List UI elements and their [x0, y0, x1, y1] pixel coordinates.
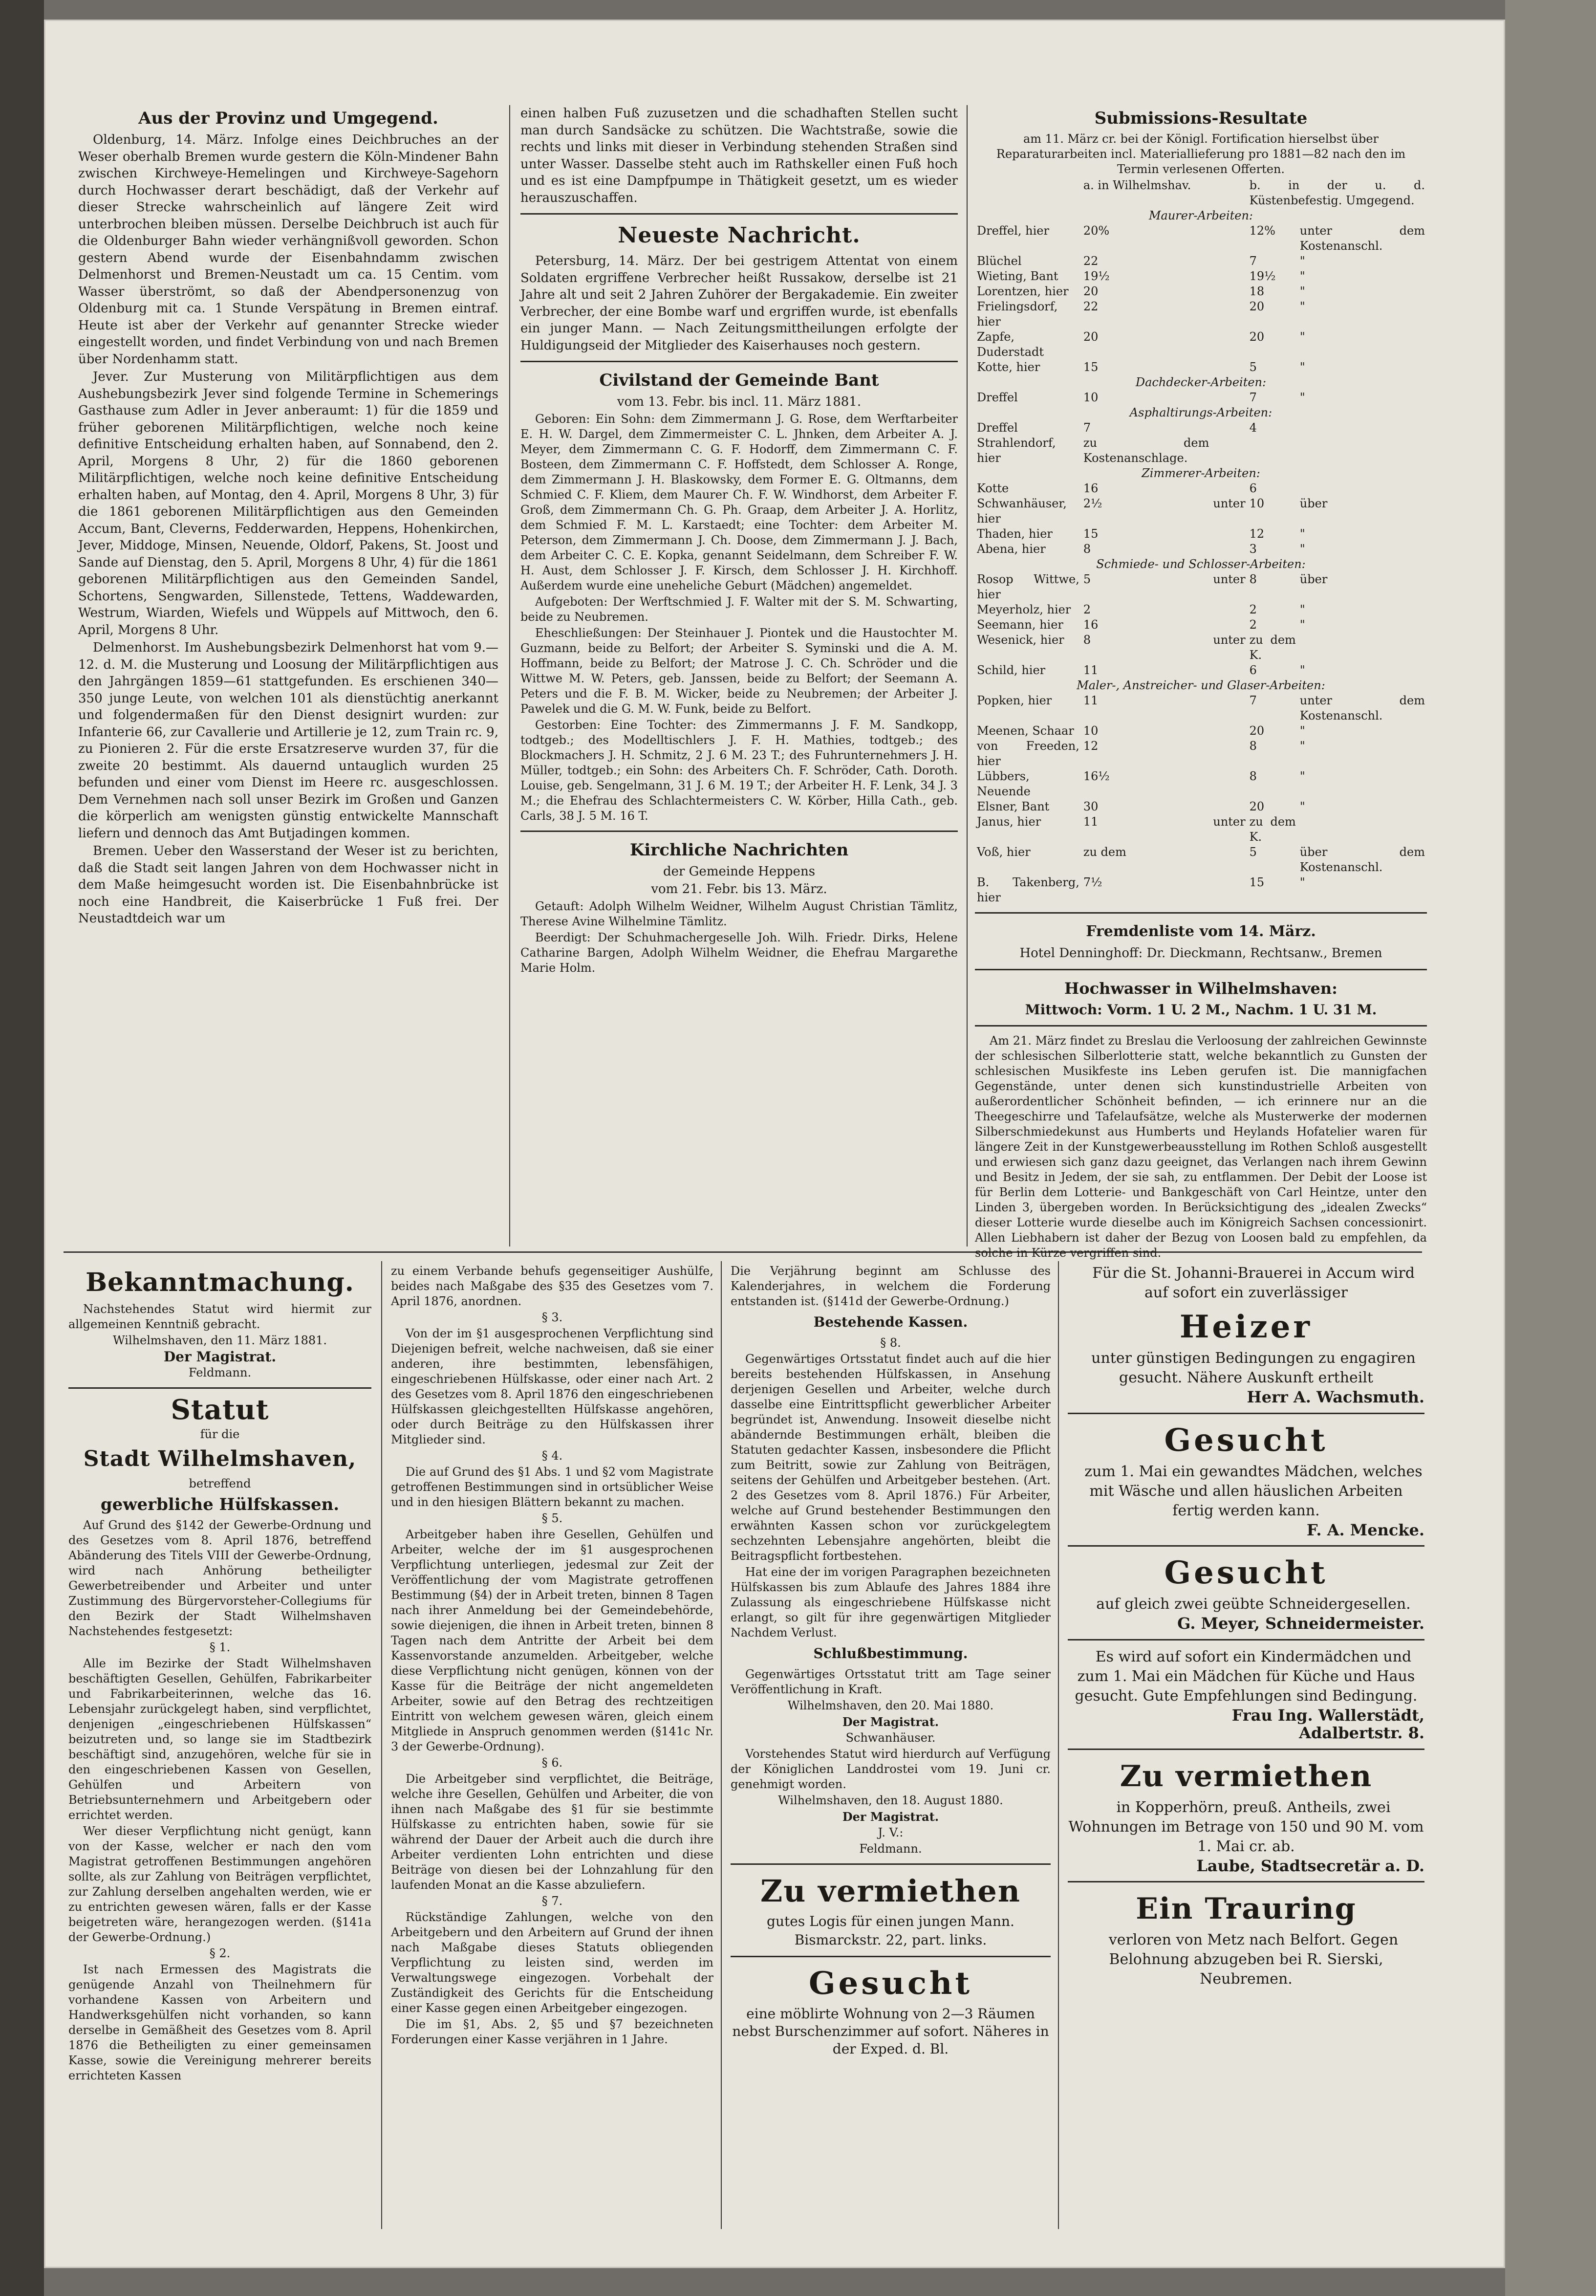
newspaper-page — [44, 20, 1505, 2268]
statute-approval: Vorstehendes Statut wird hierdurch auf Verfügung der Königlichen Landdrostei vom 19. Juni cr. genehmigt worden. — [731, 1747, 1051, 1791]
divider — [975, 1025, 1427, 1027]
bid-cell: 22 — [1083, 254, 1099, 268]
ad-title: Gesucht — [809, 1965, 972, 2002]
bid-row — [975, 496, 1427, 526]
bid-cell: 8 — [1249, 769, 1257, 783]
bid-cell: 5 — [1249, 360, 1257, 374]
statute-subject: gewerbliche Hülfskassen. — [100, 1495, 340, 1514]
section-heading: Neueste Nachricht. — [618, 223, 861, 248]
bid-row — [975, 542, 1427, 557]
bid-cell: Frielingsdorf, hier — [977, 300, 1058, 328]
bid-cell — [1298, 420, 1427, 436]
submissions-table — [975, 178, 1427, 905]
article-oldenburg: Oldenburg, 14. März. Infolge eines Deichbruches an der Weser oberhalb Bremen wurde gestern die Köln-Mindener Bahn zwischen Kirchweye-Hemelingen und Kirchweye-Sagehorn durch Hochwasser derart beschädigt, daß der Verkehr auf dieser Strecke wahrscheinlich auf längere Zeit wird unterbrochen bleiben müssen. Derselbe Deichbruch ist auch für die Oldenburger Bahn wieder verhängnißvoll geworden. Schon gestern Abend wurde der Eisenbahndamm zwischen Delmenhorst und Bremen-Neustadt um ca. 15 Centim. vom Wasser überströmt, so daß der Abendpersonenzug von Oldenburg mit ca. 1 Stunde Verspätung in Bremen eintraf. Heute ist aber der Verkehr auf genannter Strecke wieder eingestellt worden, und findet Verbindung von und nach Bremen über Nordenhamm statt. — [78, 132, 498, 367]
ad-title: Heizer — [1179, 1309, 1313, 1345]
bid-cell: 15 — [1083, 360, 1099, 374]
paragraph-number: § 5. — [541, 1511, 563, 1525]
bid-row — [975, 814, 1427, 845]
bid-cell: " — [1299, 391, 1305, 404]
article-delmenhorst: Delmenhorst. Im Aushebungsbezirk Delmenhorst hat vom 9.—12. d. M. die Musterung und Loosung der Militärpflichtigen aus den Jahrgängen 1859—61 stattgefunden. Es erschienen 340—350 junge Leute, von welchen 101 als dienstüchtig anerkannt und folgendermaßen für den Dienst designirt wurden: zur Infanterie 66, zur Cavallerie und Artillerie je 12, zum Train rc. 9, zu Pionieren 2. Für die erste Ersatzreserve wurden 37, für die zweite 20 bestimmt. Als dauernd untauglich wurden 25 befunden und einer vom Dienst im Heere rc. ausgeschlossen. Dem Vernehmen nach soll unser Bezirk im Großen und Ganzen die körperlich am wenigsten günstig entwickelte Mannschaft liefern und dennoch das Amt Butjadingen kommen. — [78, 640, 498, 841]
divider — [520, 213, 958, 215]
article-lottery: Am 21. März findet zu Breslau die Verloosung der zahlreichen Gewinnste der schlesischen Silberlotterie statt, welche bekanntlich zu Gunsten der schlesischen Musikfeste ins Leben gerufen ist. Die mannigfachen Gegenstände, unter denen sich kunstindustrielle Arbeiten von außerordentlicher Schönheit befinden, — ich erinnere nur an die Theegeschirre und Tafelaufsätze, welche als Musterwerke der modernen Silberschmiedekunst aus Humberts und Heylands Hofatelier waren für längere Zeit in der Kunstgewerbeausstellung im Rothen Schloß ausgestellt und erwiesen sich ganz dazu geeignet, das Verlangen nach ihrem Gewinn und Besitz in Jedem, der sie sah, zu entflammen. Der Debit der Loose ist für Berlin dem Lotterie- und Bankgeschäft von Carl Heintze, unter den Linden 3, übergeben worden. In Berücksichtigung des „idealen Zwecks“ dieser Lotterie wurde dieselbe auch im Königreich Sachsen concessionirt. Allen Liebhabern ist daher der Bezug von Loosen bald zu empfehlen, da solche in Kürze vergriffen sind. — [975, 1034, 1427, 1260]
bid-cell: Dreffel, hier — [977, 224, 1049, 238]
ad-text: gutes Logis für einen jungen Mann. — [767, 1913, 1014, 1929]
ad-signature: Frau Ing. Wallerstädt, — [1231, 1706, 1424, 1725]
column-bekanntmachung — [68, 1264, 371, 2231]
bid-cell: " — [1299, 300, 1305, 313]
bid-cell: Voß, hier — [977, 845, 1031, 859]
paragraph-number: § 8. — [880, 1336, 901, 1350]
bid-row — [975, 693, 1427, 723]
bid-cell: 16 — [1083, 618, 1099, 632]
bid-cell: Abena, hier — [977, 542, 1046, 556]
section-heading: Civilstand der Gemeinde Bant — [599, 371, 879, 390]
bid-cell: " — [1299, 527, 1305, 541]
bid-cell: " — [1299, 724, 1305, 738]
bid-cell: " — [1299, 769, 1305, 783]
bid-cell: 2½ — [1083, 497, 1102, 510]
ad-text: verloren von Metz nach Belfort. Gegen Belohnung abzugeben bei R. Sierski, Neubremen. — [1108, 1931, 1399, 1988]
bid-cell: 20 — [1249, 800, 1265, 813]
bid-cell: 11 — [1083, 663, 1099, 677]
bid-row — [975, 329, 1427, 360]
bid-cell: Lübbers, Neuende — [977, 769, 1031, 798]
bid-cell — [1211, 542, 1247, 557]
bid-cell: 20 — [1083, 284, 1099, 298]
divider — [68, 1387, 371, 1389]
bid-cell: " — [1299, 284, 1305, 298]
bid-cell — [1211, 723, 1247, 739]
statute-para-4: Die auf Grund des §1 Abs. 1 und §2 vom Magistrate getroffenen Bestimmungen sind in ortsüblicher Weise und in den hiesigen Blättern bekannt zu machen. — [391, 1465, 713, 1509]
notice-intro: Nachstehendes Statut wird hiermit zur allgemeinen Kenntniß gebracht. — [68, 1302, 371, 1331]
bid-cell: Meenen, Schaar — [977, 724, 1074, 738]
trade-heading: Schmiede- und Schlosser-Arbeiten: — [1096, 557, 1306, 571]
church-burials: Beerdigt: Der Schuhmachergeselle Joh. Wilh. Friedr. Dirks, Helene Catharine Bargen, Adolph Wilhelm Weidner, die Ehefrau Margarethe Marie Holm. — [520, 930, 958, 975]
ad-signature: G. Meyer, Schneidermeister. — [1177, 1614, 1424, 1633]
bid-cell: 2 — [1249, 618, 1257, 632]
column-advertisements — [1068, 1264, 1424, 2231]
ad-signature: Herr A. Wachsmuth. — [1247, 1388, 1424, 1406]
bid-cell — [1211, 436, 1247, 466]
bid-cell — [1211, 693, 1247, 723]
column-divider — [721, 1261, 722, 2229]
bid-cell: " — [1299, 254, 1305, 268]
statute-para-7b: Die im §1, Abs. 2, §5 und §7 bezeichneten Forderungen einer Kasse verjähren in 1 Jahre. — [391, 2017, 713, 2046]
ad-text: eine möblirte Wohnung von 2—3 Räumen nebst Burschenzimmer auf sofort. Näheres in der Exped. d. Bl. — [732, 2006, 1049, 2057]
bid-row — [975, 845, 1427, 875]
column-statute-cont — [391, 1264, 713, 2231]
divider — [1068, 1545, 1424, 1547]
bid-cell: Strahlendorf, hier — [977, 436, 1056, 465]
bid-cell: 7½ — [1083, 875, 1102, 889]
bid-cell: Wesenick, hier — [977, 633, 1064, 647]
statute-para-2-cont: zu einem Verbande behufs gegenseitiger Aushülfe, beides nach Maßgabe des §35 des Gesetzes vom 7. April 1876, anordnen. — [391, 1264, 713, 1308]
bid-cell: 20 — [1249, 300, 1265, 313]
bid-cell: Popken, hier — [977, 694, 1052, 707]
trade-heading: Asphaltirungs-Arbeiten: — [1129, 406, 1272, 419]
bid-row — [975, 436, 1427, 466]
bid-cell: Meyerholz, hier — [977, 603, 1071, 616]
bid-row — [975, 223, 1427, 254]
bid-cell — [1211, 420, 1247, 436]
divider — [1068, 1413, 1424, 1414]
bid-cell: Rosop Wittwe, hier — [977, 572, 1079, 601]
bid-cell: Lorentzen, hier — [977, 284, 1069, 298]
column-news — [520, 105, 958, 1244]
ad-address: Adalbertstr. 8. — [1299, 1724, 1424, 1742]
high-water-times: Mittwoch: Vorm. 1 U. 2 M., Nachm. 1 U. 31 M. — [1025, 1001, 1377, 1018]
date-line: Wilhelmshaven, den 18. August 1880. — [778, 1793, 1003, 1807]
divider — [731, 1863, 1051, 1865]
bid-cell: Seemann, hier — [977, 618, 1063, 632]
signer: Feldmann. — [859, 1842, 922, 1856]
bid-cell: über — [1299, 497, 1328, 510]
bid-cell: Thaden, hier — [977, 527, 1053, 541]
subheading: vom 21. Febr. bis 13. März. — [651, 882, 827, 897]
bid-row — [975, 572, 1427, 602]
ad-signature: F. A. Mencke. — [1306, 1520, 1424, 1539]
ad-title: Gesucht — [1164, 1421, 1328, 1459]
statute-title: Statut — [171, 1394, 269, 1426]
section-heading: Submissions-Resultate — [1094, 109, 1308, 128]
bid-row — [975, 617, 1427, 633]
bid-cell — [1211, 481, 1247, 496]
divider — [520, 831, 958, 832]
bid-cell — [1211, 269, 1247, 284]
ad-text: Es wird auf sofort ein Kindermädchen und zum 1. Mai ein Mädchen für Küche und Haus gesucht. Gute Empfehlungen sind Bedingung. — [1075, 1648, 1418, 1705]
bid-row — [975, 739, 1427, 769]
bid-cell: 12 — [1249, 527, 1265, 541]
bid-row — [975, 526, 1427, 542]
bid-row — [975, 284, 1427, 299]
bid-cell: 5 — [1249, 845, 1257, 859]
guest-list: Hotel Denninghoff: Dr. Dieckmann, Rechtsanw., Bremen — [1019, 946, 1382, 961]
bid-cell: 10 — [1083, 391, 1099, 404]
bid-cell — [1211, 526, 1247, 542]
section-heading: Kirchliche Nachrichten — [629, 840, 849, 860]
bid-cell: unter — [1213, 497, 1246, 510]
bid-cell: unter — [1213, 815, 1246, 829]
bid-cell: 4 — [1249, 421, 1257, 435]
paragraph-number: § 3. — [541, 1311, 563, 1324]
bid-cell: 7 — [1249, 254, 1257, 268]
statute-para-5: Arbeitgeber haben ihre Gesellen, Gehülfen und Arbeiter, welche der im §1 ausgesprochenen Verpflichtung unterliegen, jedesmal zur Zeit der Veröffentlichung der vom Magistrate getroffenen Bestimmung (§4) der in Arbeit treten, binnen 8 Tagen nach ihrer Anmeldung bei der Gemeindebehörde, sowie diejenigen, die ihnen in Arbeit treten, binnen 8 Tagen nach dem Antritte der Arbeit bei dem Kassenvorstande anzumelden. Arbeitgeber, welche diese Verpflichtung nicht genügen, können von der Kasse für die Beiträge der nicht angemeldeten Arbeiter, sowie auf den Betrag des rechtzeitigen Eintritt von welchem gewesen wären, gleich einem Mitgliede in Anspruch genommen werden (§141c Nr. 3 der Gewerbe-Ordnung). — [391, 1528, 713, 1753]
bid-cell: 18 — [1249, 284, 1265, 298]
bid-cell: 7 — [1249, 694, 1257, 707]
paragraph-number: § 7. — [541, 1894, 563, 1908]
bid-row — [975, 633, 1427, 663]
statute-para-8b: Hat eine der im vorigen Paragraphen bezeichneten Hülfskassen bis zum Ablaufe des Jahres 1884 ihre Zulassung als eingeschriebene Hülfskasse nicht erlangt, so gilt für ihre gegenwärtigen Mitglieder Nachdem Verlust. — [731, 1565, 1051, 1640]
paragraph-number: § 4. — [541, 1449, 563, 1463]
column-provinz — [78, 105, 498, 1244]
statute-para-7: Rückständige Zahlungen, welche von den Arbeitgebern und den Arbeitern auf Grund der ihnen nach Maßgabe dieses Statuts obliegenden Verpflichtung zu leisten sind, werden im Verwaltungswege eingezogen. Vorbehalt der Zuständigkeit des Gerichts für die Entscheidung einer Kasse gegen einen Arbeitgeber eingezogen. — [391, 1910, 713, 2015]
article-jever: Jever. Zur Musterung von Militärpflichtigen aus dem Aushebungsbezirk Jever sind folgende Termine in Schemerings Gasthause zum Adler in Jever anberaumt: 1) für die 1859 und früher geborenen Militärpflichtigen, welche noch keine definitive Entscheidung erhalten haben, auf Sonnabend, den 2. April, Morgens 8 Uhr, 2) für die 1860 geborenen Militärpflichtigen, welche noch keine definitive Entscheidung erhalten haben, auf Montag, den 4. April, Morgens 8 Uhr, 3) für die 1861 geborenen Militärpflichtigen aus den Gemeinden Accum, Bant, Cleverns, Fedderwarden, Heppens, Hohenkirchen, Jever, Middoge, Minsen, Neuende, Oldorf, Pakens, St. Joost und Sande auf Dienstag, den 5. April, Morgens 8 Uhr, 4) für die 1861 geborenen Militärpflichtigen aus den Gemeinden Sandel, Schortens, Sengwarden, Sillenstede, Tettens, Waddewarden, Westrum, Wiarden, Wiefels und Wüppels auf Mittwoch, den 6. April, Morgens 8 Uhr. — [78, 370, 498, 637]
bid-cell — [1211, 617, 1247, 633]
bid-cell: 8 — [1083, 542, 1091, 556]
column-divider — [509, 105, 510, 1246]
bid-cell: 10 — [1083, 724, 1099, 738]
bid-cell: 5 — [1083, 572, 1091, 586]
bid-cell: 15 — [1083, 527, 1099, 541]
statute-city: Stadt Wilhelmshaven, — [83, 1446, 357, 1471]
divider — [520, 361, 958, 362]
bid-cell — [1211, 223, 1247, 254]
bid-cell: Dreffel — [977, 391, 1018, 404]
bid-cell: 19½ — [1083, 269, 1110, 283]
section-heading: Fremdenliste vom 14. März. — [1086, 923, 1316, 940]
bid-cell: 8 — [1083, 633, 1091, 647]
bid-cell: zu dem K. — [1249, 633, 1296, 662]
bid-cell — [1211, 739, 1247, 769]
subheading: der Gemeinde Heppens — [663, 864, 816, 879]
paragraph-number: § 1. — [209, 1640, 231, 1654]
bid-cell: 7 — [1249, 391, 1257, 404]
statute-para-8: Gegenwärtiges Ortsstatut findet auch auf die hier bereits bestehenden Hülfskassen, in Ansehung derjenigen Gesellen und Arbeiter, welche durch dasselbe eine Eintrittspflicht gewerblicher Arbeiter begründet ist, Anwendung. Insoweit dieselbe nicht abändernde Bestimmungen erhält, bleiben die Statuten gedachter Kassen, insbesondere die Pflicht zum Beitritt, sowie zur Zahlung von Beiträgen, seitens der Gehülfen und Arbeitgeber bestehen. (Art. 2 des Gesetzes vom 8. April 1876.) Für Arbeiter, welche auf Grund bestehender Bestimmungen den erwähnten Kassen schon vor zurückgelegtem sechzehnten Lebensjahre angehörten, bleibt die Beitragspflicht fortbestehen. — [731, 1352, 1051, 1563]
ad-title: Zu vermiethen — [760, 1873, 1021, 1909]
bid-cell: 19½ — [1249, 269, 1276, 283]
ad-address: Bismarckstr. 22, part. links. — [794, 1932, 987, 1948]
bid-cell: " — [1299, 360, 1305, 374]
subheading: vom 13. Febr. bis incl. 11. März 1881. — [617, 394, 862, 409]
column-divider — [381, 1261, 382, 2229]
bid-cell: 3 — [1249, 542, 1257, 556]
bid-cell: unter — [1213, 572, 1246, 586]
bid-cell — [1211, 329, 1247, 360]
bid-cell — [1211, 390, 1247, 405]
bid-cell: 16 — [1083, 481, 1099, 495]
article-petersburg: Petersburg, 14. März. Der bei gestrigem Attentat von einem Soldaten ergriffene Verbrecher heißt Russakow, derselbe ist 21 Jahre alt und seit 2 Jahren Zuhörer der Bergakademie. Ein zweiter Verbrecher, der eine Bombe warf und ergriffen wurde, ist ebenfalls ein junger Mann. — Nach Zeitungsmittheilungen erfolgte der Huldigungseid der Mitglieder des Kaiserhauses noch gestern. — [520, 254, 958, 353]
notice-signer: Feldmann. — [188, 1366, 252, 1379]
bid-cell — [1298, 814, 1427, 845]
bid-cell: von Freeden, hier — [977, 739, 1079, 768]
bid-cell: Janus, hier — [977, 815, 1041, 829]
statute-para-1: Alle im Bezirke der Stadt Wilhelmshaven beschäftigten Gesellen, Gehülfen, Fabrikarbeiter und Fabrikarbeiterinnen, welche das 16. Lebensjahr zurückgelegt haben, sind verpflichtet, denjenigen „eingeschriebenen Hülfskassen“ beizutreten und, so lange sie im Stadtbezirk beschäftigt sind, anzugehören, welche für sie in den eingeschriebenen Kassen von Gesellen, Gehülfen und Arbeitern von Betriebsunternehmern und Arbeitgebern oder errichtet werden. — [68, 1657, 371, 1822]
bid-cell — [1211, 602, 1247, 617]
bid-cell — [1298, 481, 1427, 496]
article-bremen: Bremen. Ueber den Wasserstand der Weser ist zu berichten, daß die Stadt seit langen Jahren von dem Hochwasser nicht in dem Maße heimgesucht worden ist. Die Eisenbahnbrücke ist noch eine Handbreit, die Kaiserbrücke 1 Fuß frei. Der Neustadtdeich war um — [78, 844, 498, 926]
subheading: Schlußbestimmung. — [813, 1645, 968, 1662]
bid-row — [975, 390, 1427, 405]
bid-cell: unter — [1213, 633, 1246, 647]
article-continuation: einen halben Fuß zuzusetzen und die schadhaften Stellen sucht man durch Sandsäcke zu schützen. Die Wachtstraße, sowie die rechts und links mit dieser in Verbindung stehenden Straßen sind unter Wasser. Dasselbe steht auch im Rathskeller einen Fuß hoch und es ist eine Dampfpumpe in Thätigkeit gesetzt, um es wieder herauszuschaffen. — [520, 106, 958, 205]
statute-para-6: Die Arbeitgeber sind verpflichtet, die Beiträge, welche ihre Gesellen, Gehülfen und Arbeiter, die von ihnen nach Maßgabe des §1 für sie bestimmte Hülfskasse zu entrichten haben, sowie für sie während der Dauer der Arbeit auch die durch ihre Arbeiter verdienten Lohn entrichten und diese Beiträge von diesen bei der Lohnzahlung für den laufenden Monat an die Kasse abzuliefern. — [391, 1772, 713, 1892]
bid-cell: 6 — [1249, 481, 1257, 495]
bid-cell: 30 — [1083, 800, 1099, 813]
bid-cell: " — [1299, 739, 1305, 753]
bid-cell: B. Takenberg, hier — [977, 875, 1079, 904]
divider — [731, 1956, 1051, 1957]
submissions-intro: am 11. März cr. bei der Königl. Fortification hierselbst über Reparaturarbeiten incl. Materiallieferung pro 1881—82 nach den im Termin verlesenen Offerten. — [996, 132, 1406, 176]
bid-cell: 12% — [1249, 224, 1275, 238]
bid-cell — [1248, 436, 1298, 466]
bid-cell: 11 — [1083, 815, 1099, 829]
bid-cell: zu dem Kostenanschlage. — [1083, 436, 1209, 465]
statute-para-9: Gegenwärtiges Ortsstatut tritt am Tage seiner Veröffentlichung in Kraft. — [731, 1667, 1051, 1696]
bid-row — [975, 420, 1427, 436]
bid-cell: Zapfe, Duderstadt — [977, 330, 1044, 359]
ad-text: Für die St. Johanni-Brauerei in Accum wird auf sofort ein zuverlässiger — [1092, 1265, 1415, 1301]
statute-preamble: Auf Grund des §142 der Gewerbe-Ordnung und des Gesetzes vom 8. April 1876, betreffend Abänderung des Titels VIII der Gewerbe-Ordnung, wird nach Anhörung betheiligter Gewerbetreibender und Arbeiter und unter Zustimmung des Bürgervorsteher-Collegiums für den Bezirk der Stadt Wilhelmshaven Nachstehendes festgesetzt: — [68, 1518, 371, 1638]
bid-cell: 6 — [1249, 663, 1257, 677]
trade-heading: Dachdecker-Arbeiten: — [1135, 375, 1267, 389]
bid-cell — [1298, 633, 1427, 663]
civil-banns: Aufgeboten: Der Werftschmied J. F. Walter mit der S. M. Schwarting, beide zu Neubremen. — [520, 594, 958, 624]
bid-cell: zu dem — [1083, 845, 1126, 859]
bid-cell: unter dem Kostenanschl. — [1299, 224, 1425, 253]
scan-edge-right — [1505, 0, 1596, 2296]
statute-betreffend: betreffend — [189, 1477, 251, 1490]
scan-edge-left — [0, 0, 44, 2296]
bid-row — [975, 602, 1427, 617]
civil-births: Geboren: Ein Sohn: dem Zimmermann J. G. Rose, dem Werftarbeiter E. H. W. Dargel, dem Zimmermeister C. L. Jhnken, dem Arbeiter A. J. Meyer, dem Zimmermann C. G. F. Hodorff, dem Zimmermann C. F. Bosteen, dem Zimmermann C. F. Hoffstedt, dem Schlosser A. Ronge, dem Zimmermann J. H. Blaskowsky, dem Former E. G. Oltmanns, dem Schmied C. F. Kliem, dem Maurer Ch. F. W. Windhorst, dem Arbeiter F. Groß, dem Zimmermann Ch. G. Ph. Graap, dem Arbeiter J. A. Horlitz, dem Schmied F. M. L. Karstaedt; eine Tochter: dem Arbeiter M. Peterson, dem Zimmermann J. Ch. Doose, dem Zimmermann J. J. Bach, dem Arbeiter C. C. E. Kopka, genannt Seidelmann, dem Schreiber F. W. H. Aust, dem Schlosser J. F. Kirsch, dem Schlosser J. H. Kirchhoff. Außerdem wurde eine uneheliche Geburt (Mädchen) angemeldet. — [520, 412, 958, 592]
bid-cell: Elsner, Bant — [977, 800, 1050, 813]
bid-row — [975, 663, 1427, 678]
statute-para-1b: Wer dieser Verpflichtung nicht genügt, kann von der Kasse, welcher er nach den vom Magistrat getroffenen Bestimmungen angehören sollte, als zur Zahlung von Beiträgen verpflichtet, zur Zahlung derselben angehalten werden, wie er zu entrichten gewesen wären, falls er der Kasse beigetreten wäre, herangezogen werden. (§141a der Gewerbe-Ordnung.) — [68, 1824, 371, 1944]
bid-cell: 7 — [1083, 421, 1091, 435]
church-baptisms: Getauft: Adolph Wilhelm Weidner, Wilhelm August Christian Tämlitz, Therese Avine Wilhelmine Tämlitz. — [520, 899, 958, 928]
notice-heading: Bekanntmachung. — [86, 1268, 354, 1297]
subheading: Bestehende Kassen. — [813, 1314, 968, 1330]
bid-cell — [1211, 284, 1247, 299]
ad-title: Gesucht — [1164, 1554, 1328, 1591]
bid-cell: Kotte — [977, 481, 1009, 495]
bid-cell — [1211, 254, 1247, 269]
divider — [975, 912, 1427, 914]
bid-cell: 16½ — [1083, 769, 1110, 783]
paragraph-number: § 2. — [209, 1946, 231, 1960]
paragraph-number: § 6. — [541, 1756, 563, 1770]
bid-cell: 15 — [1249, 875, 1265, 889]
column-divider — [1058, 1261, 1059, 2229]
ad-text: in Kopperhörn, preuß. Antheils, zwei Wohnungen im Betrage von 150 und 90 M. vom 1. Mai cr. ab. — [1068, 1798, 1424, 1855]
notice-authority: Der Magistrat. — [163, 1349, 277, 1365]
notice-date: Wilhelmshaven, den 11. März 1881. — [112, 1334, 327, 1347]
ad-text: unter günstigen Bedingungen zu engagiren gesucht. Nähere Auskunft ertheilt — [1091, 1350, 1416, 1386]
civil-deaths: Gestorben: Eine Tochter: des Zimmermanns J. F. M. Sandkopp, todtgeb.; des Modelltischlers J. F. H. Mathies, todtgeb.; des Blockmachers J. H. Schmitz, 2 J. 6 M. 23 T.; des Fuhrunternehmers J. H. Müller, todtgeb.; ein Sohn: des Arbeiters Ch. F. Schröder, Cath. Doroth. Louise, geb. Sengelmann, 31 J. 6 M. 19 T.; der Arbeiter H. F. Lenk, 34 J. 3 M.; die Ehefrau des Schlachtermeisters C. W. Körber, Hilla Cath., geb. Carls, 38 J. 5 M. 16 T. — [520, 718, 958, 823]
bid-cell: 20 — [1249, 724, 1265, 738]
bid-cell: " — [1299, 603, 1305, 616]
authority: Der Magistrat. — [842, 1810, 939, 1824]
bid-cell — [1211, 875, 1247, 905]
bid-cell — [1211, 799, 1247, 814]
column-b-label: b. in der u. d. Küstenbefestig. Umgegend. — [1249, 178, 1425, 207]
date-line: Wilhelmshaven, den 20. Mai 1880. — [787, 1699, 994, 1712]
bid-cell: Dreffel — [977, 421, 1018, 435]
divider — [1068, 1749, 1424, 1750]
bid-cell — [1211, 360, 1247, 375]
statute-para-3: Von der im §1 ausgesprochenen Verpflichtung sind Diejenigen befreit, welche nachweisen, daß sie einer anderen, ihre bestimmten, lebensfähigen, eingeschriebenen Hülfskasse, oder einer nach Art. 2 des Gesetzes vom 8. April 1876 den eingeschriebenen Hülfskassen gleichgestellten Hülfskasse angehören, oder durch Beiträge zu den Hülfskassen ihrer Mitglieder sind. — [391, 1327, 713, 1446]
divider — [1068, 1881, 1424, 1882]
bid-cell: 20% — [1083, 224, 1110, 238]
ad-text: zum 1. Mai ein gewandtes Mädchen, welches mit Wäsche und allen häuslichen Arbeiten fertig werden kann. — [1084, 1463, 1423, 1519]
bid-cell: Schwanhäuser, hier — [977, 497, 1067, 525]
bid-cell: " — [1299, 330, 1305, 344]
bid-cell: zu dem K. — [1249, 815, 1296, 844]
bid-cell: " — [1299, 800, 1305, 813]
column-divider — [967, 105, 968, 1246]
bid-cell: über dem Kostenanschl. — [1299, 845, 1425, 874]
bid-cell: " — [1299, 618, 1305, 632]
bid-cell: Blüchel — [977, 254, 1022, 268]
bid-cell: 8 — [1249, 739, 1257, 753]
bid-cell: 22 — [1083, 300, 1099, 313]
bid-cell: " — [1299, 269, 1305, 283]
bid-cell — [1211, 769, 1247, 799]
bid-cell: 2 — [1249, 603, 1257, 616]
trade-heading: Maurer-Arbeiten: — [1148, 209, 1253, 222]
bid-cell: " — [1299, 875, 1305, 889]
statute-para-2: Ist nach Ermessen des Magistrats die genügende Anzahl von Theilnehmern für vorhandene Kassen von Arbeitern und Handwerksgehülfen nicht vorhanden, so kann derselbe in Gemäßheit des Gesetzes vom 8. April 1876 die Betheiligten zu einer gemeinsamen Kasse, sowie die Vereinigung mehrerer bereits errichteten Kassen — [68, 1963, 371, 2082]
bid-cell: 2 — [1083, 603, 1091, 616]
ad-signature: Laube, Stadtsecretär a. D. — [1196, 1856, 1424, 1875]
bid-cell — [1211, 299, 1247, 329]
bid-cell — [1211, 845, 1247, 875]
authority: Der Magistrat. — [842, 1715, 939, 1729]
section-heading: Hochwasser in Wilhelmshaven: — [1064, 979, 1337, 998]
ad-title: Zu vermiethen — [1120, 1759, 1373, 1793]
bid-cell: 20 — [1249, 330, 1265, 344]
bid-cell: Wieting, Bant — [977, 269, 1058, 283]
bid-row — [975, 269, 1427, 284]
bid-cell: 10 — [1249, 497, 1265, 510]
deputy-label: J. V.: — [878, 1826, 904, 1839]
statute-for: für die — [200, 1427, 240, 1441]
divider — [1068, 1639, 1424, 1640]
column-statute-end — [731, 1264, 1051, 2231]
bid-cell — [1298, 436, 1427, 466]
bid-row — [975, 360, 1427, 375]
civil-marriages: Eheschließungen: Der Steinhauer J. Piontek und die Haustochter M. Guzmann, beide zu Belfort; der Arbeiter S. Syminski und die A. M. Hoffmann, beide zu Belfort; der Matrose J. C. Ch. Schröder und die Wittwe M. W. Peters, geb. Janssen, beide zu Belfort; der Seemann A. Peters und die F. B. M. Wicker, beide zu Neubremen; der Arbeiter J. Pawelek und die G. M. W. Funk, beide zu Belfort. — [520, 626, 958, 716]
bid-row — [975, 254, 1427, 269]
signer: Schwanhäuser. — [845, 1731, 936, 1745]
bid-row — [975, 723, 1427, 739]
bid-row — [975, 299, 1427, 329]
bid-cell: über — [1299, 572, 1328, 586]
bid-cell: unter dem Kostenanschl. — [1299, 694, 1425, 722]
bid-cell: " — [1299, 542, 1305, 556]
bid-cell — [1211, 663, 1247, 678]
bid-cell: 12 — [1083, 739, 1099, 753]
section-heading: Aus der Provinz und Umgegend. — [138, 109, 438, 128]
statute-para-7-cont: Die Verjährung beginnt am Schlusse des Kalenderjahres, in welchem die Forderung entstanden ist. (§141d der Gewerbe-Ordnung.) — [731, 1264, 1051, 1308]
bid-cell: Schild, hier — [977, 663, 1046, 677]
column-a-label: a. in Wilhelmshav. — [1083, 178, 1191, 192]
column-submissions — [975, 105, 1427, 1260]
ad-text: auf gleich zwei geübte Schneidergesellen. — [1096, 1596, 1411, 1613]
ad-title: Ein Trauring — [1136, 1892, 1357, 1926]
bid-cell: 8 — [1249, 572, 1257, 586]
bid-cell: " — [1299, 663, 1305, 677]
trade-heading: Zimmerer-Arbeiten: — [1142, 466, 1260, 480]
bid-cell: Kotte, hier — [977, 360, 1040, 374]
bid-cell: 20 — [1083, 330, 1099, 344]
bid-row — [975, 799, 1427, 814]
bid-row — [975, 481, 1427, 496]
bid-row — [975, 875, 1427, 905]
bid-cell: 11 — [1083, 694, 1099, 707]
bid-row — [975, 769, 1427, 799]
trade-heading: Maler-, Anstreicher- und Glaser-Arbeiten: — [1077, 678, 1325, 692]
divider — [975, 969, 1427, 970]
